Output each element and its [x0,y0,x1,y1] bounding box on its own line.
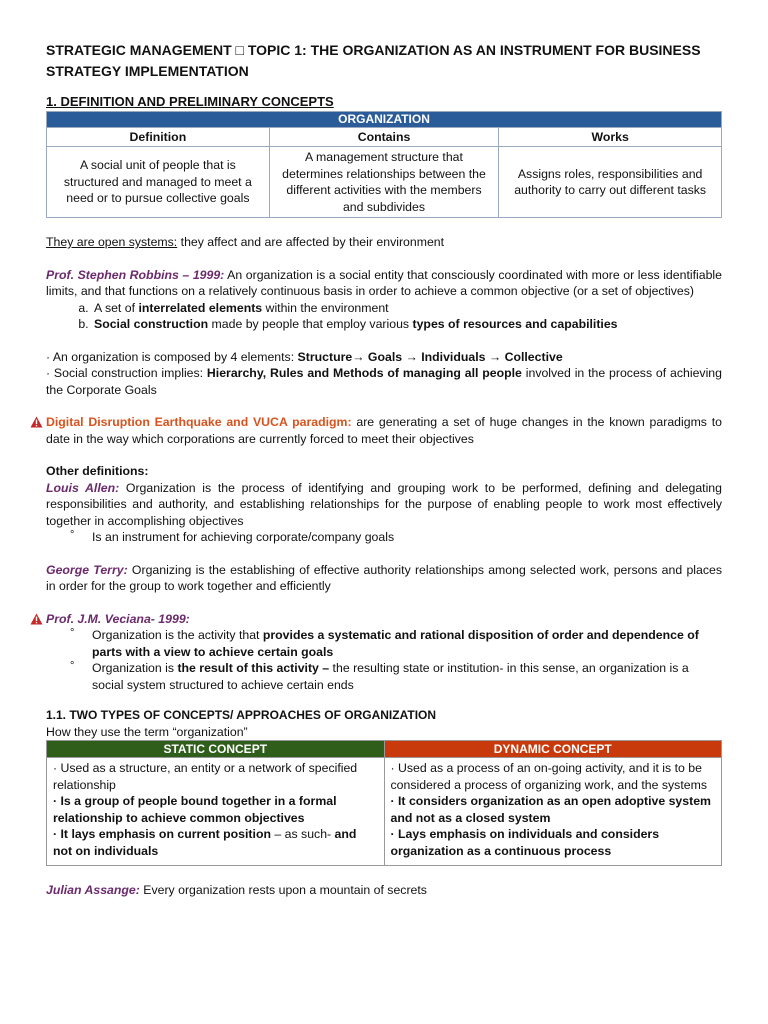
column-header-contains: Contains [269,127,499,147]
warning-icon [30,613,43,625]
static-concept-header: STATIC CONCEPT [47,741,385,758]
column-header-works: Works [499,127,722,147]
robbins-list [46,300,722,333]
section-heading-1-1: 1.1. TWO TYPES OF CONCEPTS/ APPROACHES OF ORGANIZATION [46,708,437,722]
vuca-paragraph: Digital Disruption Earthquake and VUCA paradigm: are generating a set of huge changes in the known paradigms to date in the way which corporations are currently forced to meet their objectives [46,414,722,447]
static-concept-cell: · Used as a structure, an entity or a network of specified relationship · Is a group of people bound together in a formal relationship to achieve common objectives · It lays emphasis on current position – as such- and not on individuals [47,758,385,866]
list-item: ° Is an instrument for achieving corporate/company goals [70,529,395,544]
assange-paragraph: Julian Assange: Every organization rests upon a mountain of secrets [46,883,427,897]
section-heading-1: 1. DEFINITION AND PRELIMINARY CONCEPTS [46,94,334,109]
other-definitions-heading: Other definitions: [46,464,149,478]
section-subtitle: How they use the term “organization” [46,724,248,739]
list-item: ° Organization is the result of this activity – the resulting state or institution- in this sense, an organization is a social system structured to achieve certain ends [70,660,689,692]
veciana-heading: Prof. J.M. Veciana- 1999: [46,611,722,628]
cell-definition: A social unit of people that is structured and managed to meet a need or to pursue collective goals [47,147,270,218]
column-header-definition: Definition [47,127,270,147]
organization-table-header: ORGANIZATION [47,111,722,127]
elements-paragraph: · An organization is composed by 4 elements: Structure→ Goals → Individuals → Collective [46,349,563,364]
veciana-list [46,627,722,693]
cell-contains: A management structure that determines relationships between the different activities with the members and subdivides [269,147,499,218]
dynamic-concept-cell: · Used as a process of an on-going activity, and it is to be considered a process of organizing work, and the systems · It considers organization as an open adoptive system and not as a closed system · Lays emphasis on individuals and considers organization as a continuous process [384,758,722,866]
list-item: a. A set of interrelated elements within the environment [92,300,722,317]
cell-works: Assigns roles, responsibilities and authority to carry out different tasks [499,147,722,218]
document-title: STRATEGIC MANAGEMENT □ TOPIC 1: THE ORGANIZATION AS AN INSTRUMENT FOR BUSINESS STRATEGY IMPLEMENTATION [46,42,701,79]
allen-paragraph: Louis Allen: Organization is the process of identifying and grouping work to be performed, defining and delegating responsibilities and authority, and establishing relationships for the purpose of enabling people to work most effectively together in accomplishing objectives [46,480,722,528]
list-item: b. Social construction made by people that employ various types of resources and capabilities [92,316,722,333]
social-construction-paragraph: · Social construction implies: Hierarchy, Rules and Methods of managing all people involved in the process of achieving the Corporate Goals [46,366,722,397]
terry-paragraph: George Terry: Organizing is the establishing of effective authority relationships among selected work, persons and places in order for the group to work together and efficiently [46,562,722,593]
robbins-paragraph: Prof. Stephen Robbins – 1999: An organization is a social entity that consciously coordinated with more or less identifiable limits, and that functions on a relatively continuous basis in order to achieve a common objective (or a set of objectives) [46,267,722,298]
concepts-table [46,740,722,866]
warning-icon [30,416,43,428]
open-systems-paragraph: They are open systems: they affect and are affected by their environment [46,235,445,249]
allen-list [46,529,722,546]
list-item: ° Organization is the activity that provides a systematic and rational disposition of order and dependence of parts with a view to achieve certain goals [70,627,699,659]
organization-table [46,111,722,219]
dynamic-concept-header: DYNAMIC CONCEPT [384,741,722,758]
